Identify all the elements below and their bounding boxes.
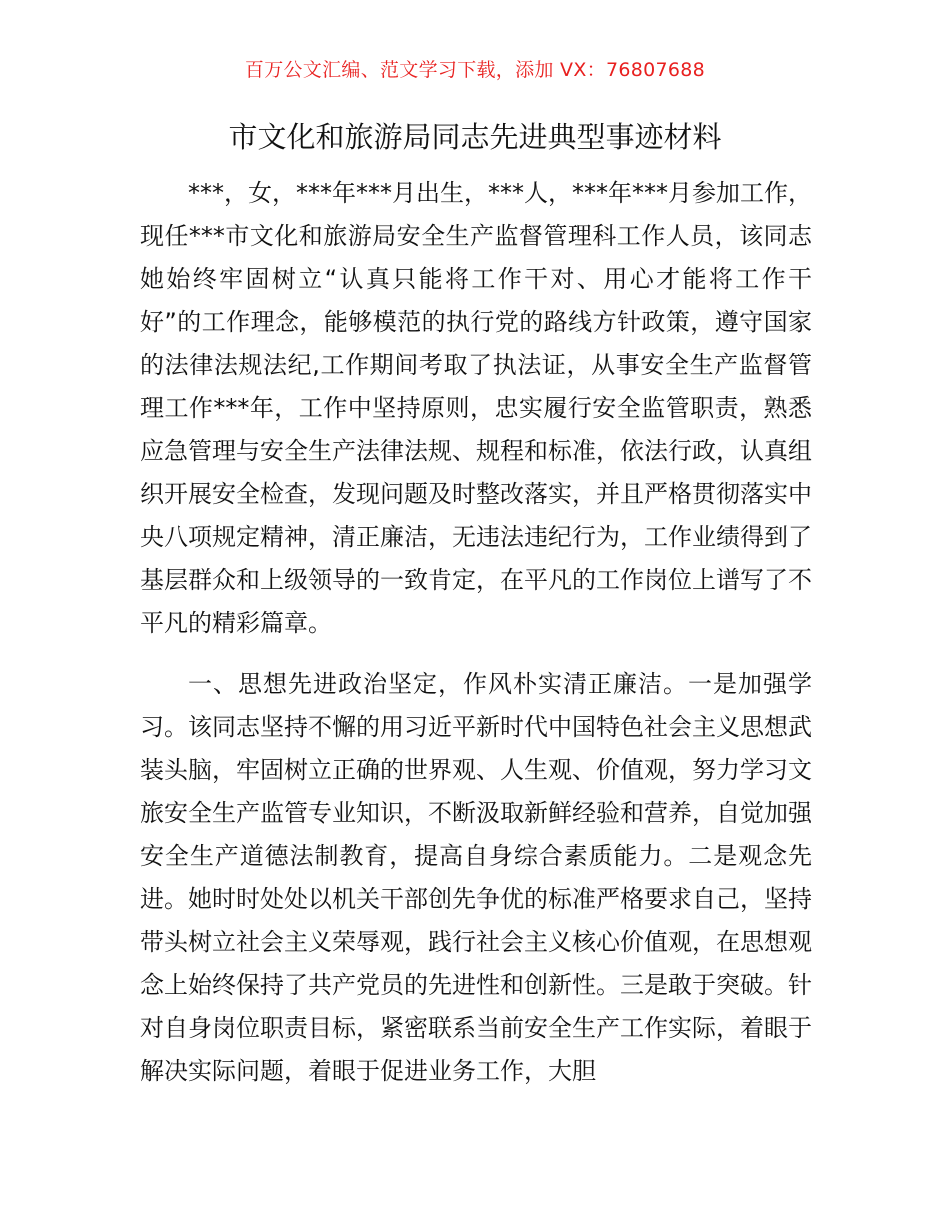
watermark-header: 百万公文汇编、范文学习下载，添加 VX：76807688 bbox=[244, 59, 706, 81]
page-title: 市文化和旅游局同志先进典型事迹材料 bbox=[228, 120, 722, 154]
document-body bbox=[140, 172, 812, 1093]
body-paragraph-section-1: 一、思想先进政治坚定，作风朴实清正廉洁。一是加强学习。该同志坚持不懈的用习近平新时代中国特色社会主义思想武装头脑，牢固树立正确的世界观、人生观、价值观，努力学习文旅安全生产监管专业知识，不断汲取新鲜经验和营养，自觉加强安全生产道德法制教育，提高自身综合素质能力。二是观念先进。她时时处处以机关干部创先争优的标准严格要求自己，坚持带头树立社会主义荣辱观，践行社会主义核心价值观，在思想观念上始终保持了共产党员的先进性和创新性。三是敢于突破。针对自身岗位职责目标，紧密联系当前安全生产工作实际，着眼于解决实际问题，着眼于促进业务工作，大胆 bbox=[140, 670, 812, 1085]
body-paragraph-intro: ***，女，***年***月出生，***人，***年***月参加工作，现任***市文化和旅游局安全生产监督管理科工作人员，该同志她始终牢固树立“认真只能将工作干对、用心才能将工作干好”的工作理念，能够模范的执行党的路线方针政策，遵守国家的法律法规法纪,工作期间考取了执法证，从事安全生产监督管理工作***年，工作中坚持原则，忠实履行安全监管职责，熟悉应急管理与安全生产法律法规、规程和标准，依法行政，认真组织开展安全检查，发现问题及时整改落实，并且严格贯彻落实中央八项规定精神，清正廉洁，无违法违纪行为，工作业绩得到了基层群众和上级领导的一致肯定，在平凡的工作岗位上谱写了不平凡的精彩篇章。 bbox=[140, 179, 812, 637]
